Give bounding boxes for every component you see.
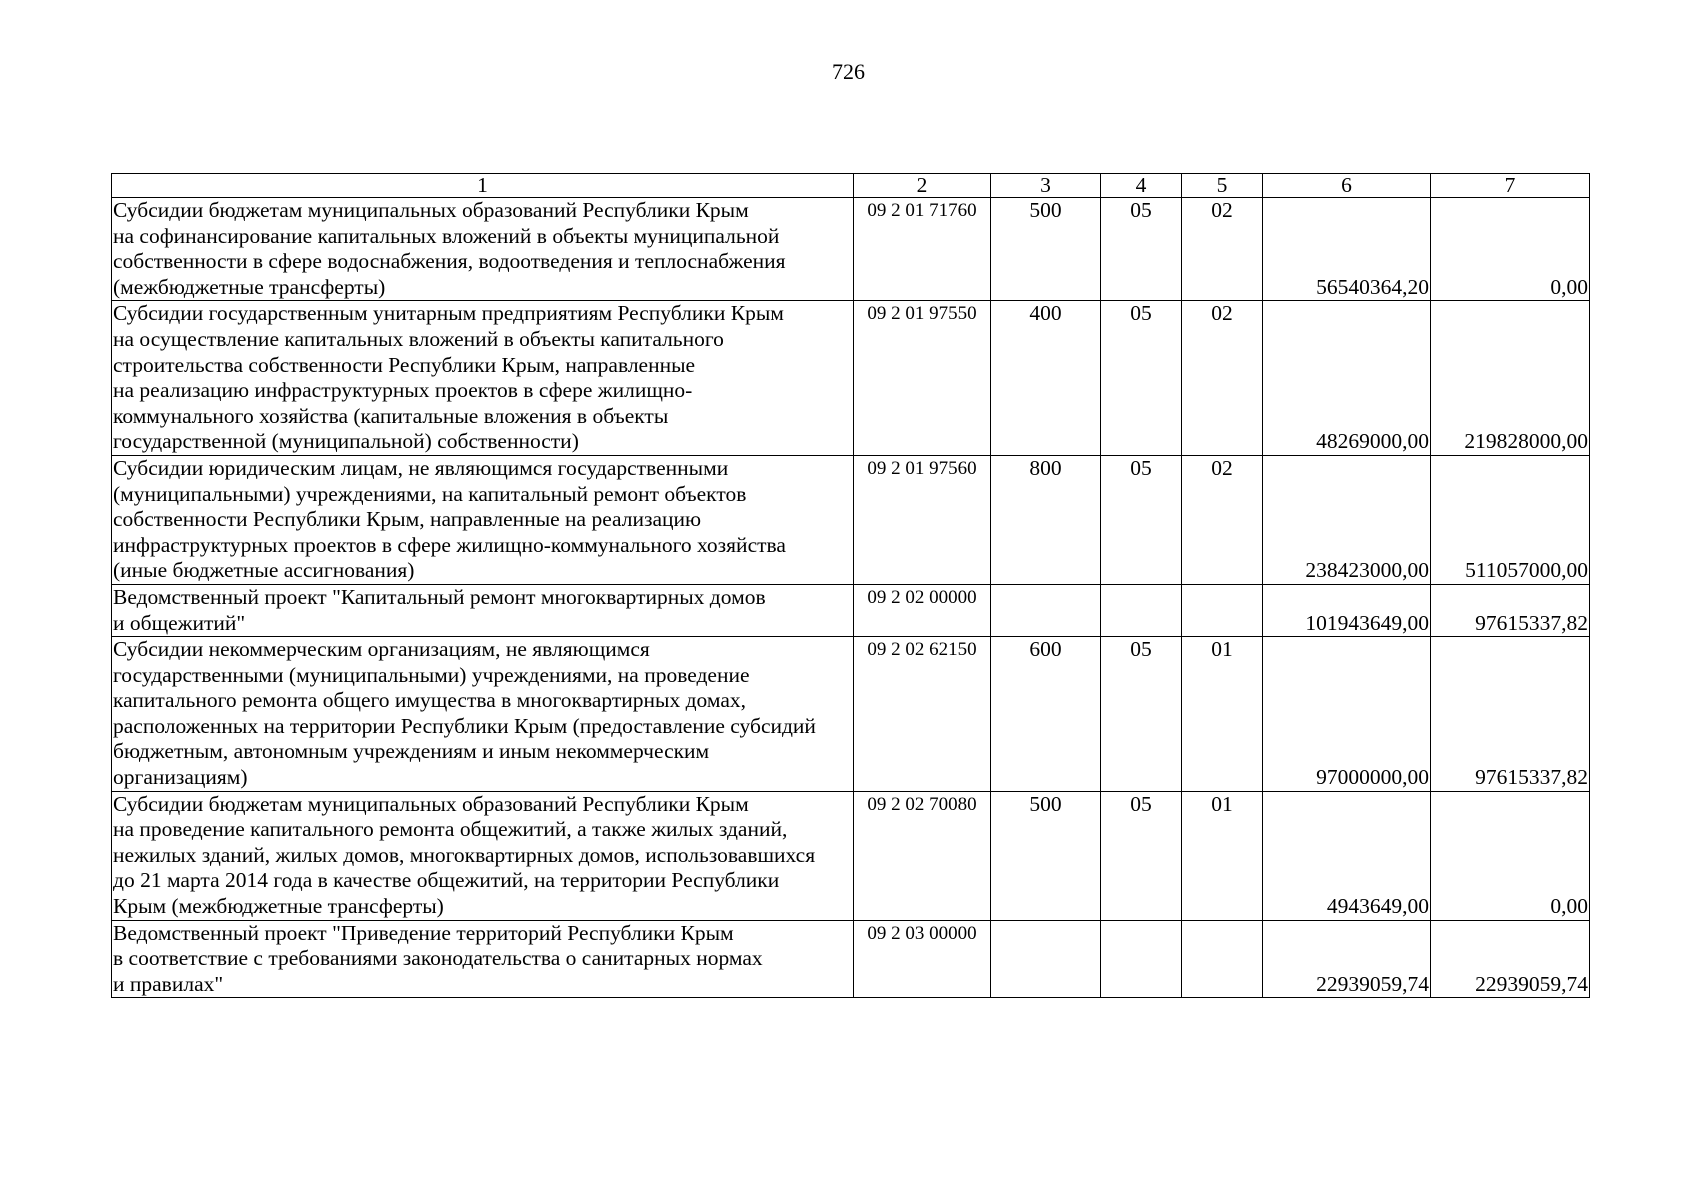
table-row bbox=[112, 198, 1590, 301]
row-col-6-amount: 48269000,00 bbox=[1263, 301, 1431, 456]
table-row bbox=[112, 455, 1590, 584]
row-col-3: 500 bbox=[991, 791, 1101, 920]
header-col-3: 3 bbox=[991, 174, 1101, 198]
row-description: Субсидии государственным унитарным предприятиям Республики Крым на осуществление капитальных вложений в объекты капитального строительства собственности Республики Крым, направленные на реализацию инфраструктурных проектов в сфере жилищно- коммунального хозяйства (капитальные вложения в объекты государственной (муниципальной) собственности) bbox=[112, 301, 854, 456]
row-col-7-amount: 97615337,82 bbox=[1431, 637, 1590, 792]
row-description: Субсидии юридическим лицам, не являющимся государственными (муниципальными) учреждениями, на капитальный ремонт объектов собственности Республики Крым, направленные на реализацию инфраструктурных проектов в сфере жилищно-коммунального хозяйства (иные бюджетные ассигнования) bbox=[112, 455, 854, 584]
table-row bbox=[112, 301, 1590, 456]
row-description: Субсидии бюджетам муниципальных образований Республики Крым на софинансирование капитальных вложений в объекты муниципальной собственности в сфере водоснабжения, водоотведения и теплоснабжения (межбюджетные трансферты) bbox=[112, 198, 854, 301]
row-col-3: 500 bbox=[991, 198, 1101, 301]
table-row bbox=[112, 584, 1590, 636]
row-description: Субсидии бюджетам муниципальных образований Республики Крым на проведение капитального ремонта общежитий, а также жилых зданий, нежилых зданий, жилых домов, многоквартирных домов, использовавшихся до 21 марта 2014 года в качестве общежитий, на территории Республики Крым (межбюджетные трансферты) bbox=[112, 791, 854, 920]
row-code: 09 2 03 00000 bbox=[854, 920, 991, 998]
header-col-5: 5 bbox=[1182, 174, 1263, 198]
row-code: 09 2 02 62150 bbox=[854, 637, 991, 792]
table-row bbox=[112, 791, 1590, 920]
row-col-7-amount: 22939059,74 bbox=[1431, 920, 1590, 998]
row-code: 09 2 01 97560 bbox=[854, 455, 991, 584]
row-code: 09 2 02 00000 bbox=[854, 584, 991, 636]
row-col-4 bbox=[1101, 920, 1182, 998]
row-col-3: 600 bbox=[991, 637, 1101, 792]
header-col-2: 2 bbox=[854, 174, 991, 198]
row-col-3 bbox=[991, 920, 1101, 998]
row-col-3: 400 bbox=[991, 301, 1101, 456]
row-col-3: 800 bbox=[991, 455, 1101, 584]
row-col-7-amount: 0,00 bbox=[1431, 198, 1590, 301]
row-col-6-amount: 22939059,74 bbox=[1263, 920, 1431, 998]
header-col-1: 1 bbox=[112, 174, 854, 198]
table-header-row bbox=[112, 174, 1590, 198]
table-row bbox=[112, 637, 1590, 792]
header-col-6: 6 bbox=[1263, 174, 1431, 198]
row-col-4: 05 bbox=[1101, 637, 1182, 792]
row-description: Ведомственный проект "Приведение территорий Республики Крым в соответствие с требованиями законодательства о санитарных нормах и правилах" bbox=[112, 920, 854, 998]
row-col-5: 02 bbox=[1182, 301, 1263, 456]
row-col-5: 02 bbox=[1182, 198, 1263, 301]
row-col-4 bbox=[1101, 584, 1182, 636]
page-number: 726 bbox=[832, 59, 865, 84]
row-col-4: 05 bbox=[1101, 455, 1182, 584]
row-code: 09 2 02 70080 bbox=[854, 791, 991, 920]
row-col-5: 02 bbox=[1182, 455, 1263, 584]
row-col-5: 01 bbox=[1182, 637, 1263, 792]
row-col-5: 01 bbox=[1182, 791, 1263, 920]
row-col-6-amount: 238423000,00 bbox=[1263, 455, 1431, 584]
row-col-6-amount: 4943649,00 bbox=[1263, 791, 1431, 920]
row-col-7-amount: 511057000,00 bbox=[1431, 455, 1590, 584]
header-col-7: 7 bbox=[1431, 174, 1590, 198]
row-col-6-amount: 97000000,00 bbox=[1263, 637, 1431, 792]
row-col-7-amount: 0,00 bbox=[1431, 791, 1590, 920]
row-code: 09 2 01 71760 bbox=[854, 198, 991, 301]
row-col-3 bbox=[991, 584, 1101, 636]
budget-table bbox=[111, 173, 1590, 998]
row-description: Ведомственный проект "Капитальный ремонт многоквартирных домов и общежитий" bbox=[112, 584, 854, 636]
row-col-4: 05 bbox=[1101, 301, 1182, 456]
row-col-4: 05 bbox=[1101, 198, 1182, 301]
row-col-6-amount: 56540364,20 bbox=[1263, 198, 1431, 301]
row-col-6-amount: 101943649,00 bbox=[1263, 584, 1431, 636]
row-col-5 bbox=[1182, 920, 1263, 998]
row-col-7-amount: 219828000,00 bbox=[1431, 301, 1590, 456]
header-col-4: 4 bbox=[1101, 174, 1182, 198]
row-col-7-amount: 97615337,82 bbox=[1431, 584, 1590, 636]
row-code: 09 2 01 97550 bbox=[854, 301, 991, 456]
table-row bbox=[112, 920, 1590, 998]
row-col-4: 05 bbox=[1101, 791, 1182, 920]
row-col-5 bbox=[1182, 584, 1263, 636]
row-description: Субсидии некоммерческим организациям, не являющимся государственными (муниципальными) учреждениями, на проведение капитального ремонта общего имущества в многоквартирных домах, расположенных на территории Республики Крым (предоставление субсидий бюджетным, автономным учреждениям и иным некоммерческим организациям) bbox=[112, 637, 854, 792]
